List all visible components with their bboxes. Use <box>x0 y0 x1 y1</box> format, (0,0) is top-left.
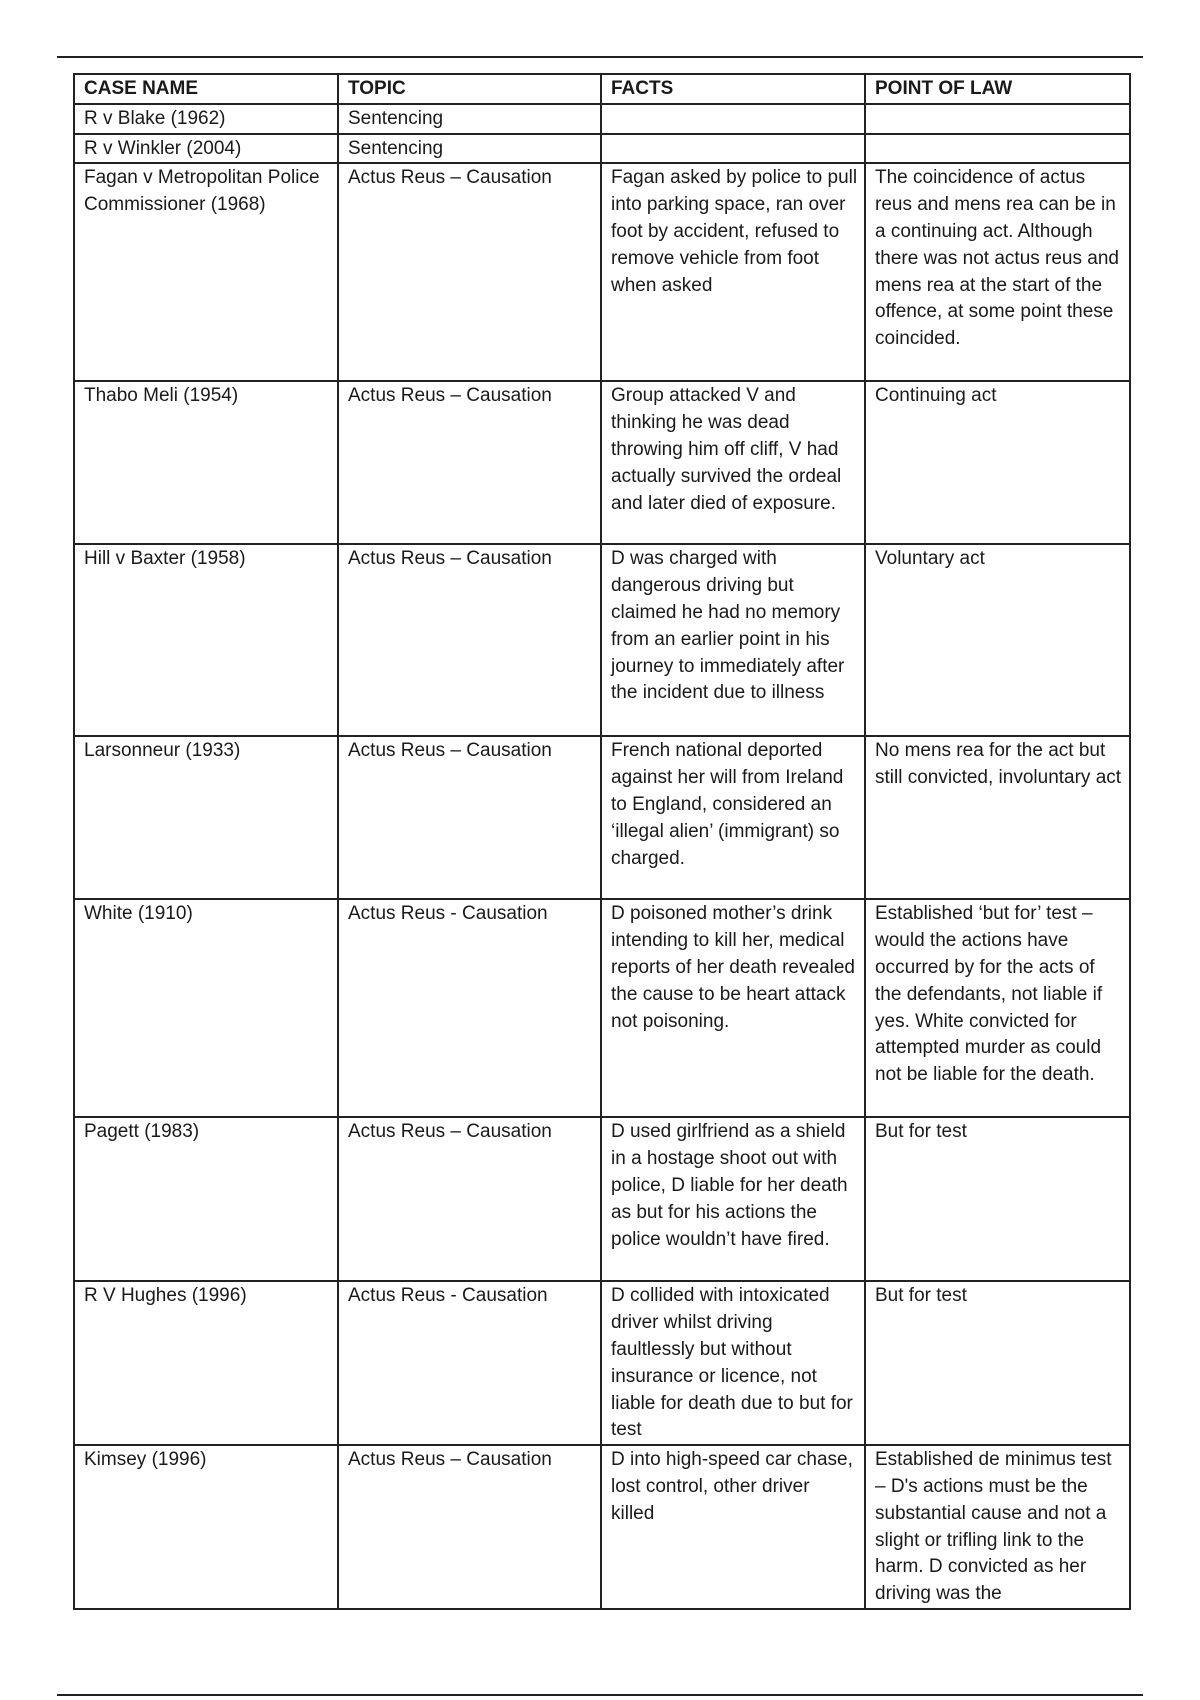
point-of-law-cell: Established de minimus test – D's actions must be the substantial cause and not a slight or trifling link to the harm. D convicted as her driving was the <box>865 1445 1130 1609</box>
case-table <box>73 73 1131 1610</box>
facts-cell: D poisoned mother’s drink intending to kill her, medical reports of her death revealed the cause to be heart attack not poisoning. <box>601 899 865 1117</box>
topic-cell: Actus Reus – Causation <box>338 736 601 899</box>
table-row <box>74 104 1130 134</box>
facts-cell: D into high-speed car chase, lost control, other driver killed <box>601 1445 865 1609</box>
case-name-cell: Pagett (1983) <box>74 1117 338 1281</box>
point-of-law-cell <box>865 134 1130 164</box>
table-row <box>74 899 1130 1117</box>
point-of-law-cell: But for test <box>865 1281 1130 1445</box>
facts-cell <box>601 104 865 134</box>
facts-cell: Fagan asked by police to pull into parking space, ran over foot by accident, refused to remove vehicle from foot when asked <box>601 163 865 381</box>
footer-rule <box>57 1694 1143 1696</box>
topic-cell: Actus Reus – Causation <box>338 544 601 736</box>
table-header-row <box>74 74 1130 104</box>
header-topic: TOPIC <box>338 74 601 104</box>
table-row <box>74 1445 1130 1609</box>
case-name-cell: R v Winkler (2004) <box>74 134 338 164</box>
case-name-cell: R V Hughes (1996) <box>74 1281 338 1445</box>
case-name-cell: Larsonneur (1933) <box>74 736 338 899</box>
case-name-cell: Fagan v Metropolitan Police Commissioner (1968) <box>74 163 338 381</box>
topic-cell: Sentencing <box>338 104 601 134</box>
topic-cell: Actus Reus – Causation <box>338 163 601 381</box>
case-name-cell: Kimsey (1996) <box>74 1445 338 1609</box>
point-of-law-cell: No mens rea for the act but still convicted, involuntary act <box>865 736 1130 899</box>
table-row <box>74 381 1130 544</box>
table-row <box>74 736 1130 899</box>
topic-cell: Actus Reus – Causation <box>338 1117 601 1281</box>
topic-cell: Sentencing <box>338 134 601 164</box>
point-of-law-cell: The coincidence of actus reus and mens rea can be in a continuing act. Although there was not actus reus and mens rea at the start of the offence, at some point these coincided. <box>865 163 1130 381</box>
point-of-law-cell: But for test <box>865 1117 1130 1281</box>
table-row <box>74 544 1130 736</box>
case-name-cell: Hill v Baxter (1958) <box>74 544 338 736</box>
case-name-cell: Thabo Meli (1954) <box>74 381 338 544</box>
table-row <box>74 134 1130 164</box>
case-name-cell: R v Blake (1962) <box>74 104 338 134</box>
facts-cell <box>601 134 865 164</box>
case-name-cell: White (1910) <box>74 899 338 1117</box>
header-facts: FACTS <box>601 74 865 104</box>
facts-cell: D used girlfriend as a shield in a hostage shoot out with police, D liable for her death as but for his actions the police wouldn’t have fired. <box>601 1117 865 1281</box>
facts-cell: French national deported against her will from Ireland to England, considered an ‘illegal alien’ (immigrant) so charged. <box>601 736 865 899</box>
point-of-law-cell: Voluntary act <box>865 544 1130 736</box>
facts-cell: D was charged with dangerous driving but claimed he had no memory from an earlier point in his journey to immediately after the incident due to illness <box>601 544 865 736</box>
topic-cell: Actus Reus - Causation <box>338 1281 601 1445</box>
point-of-law-cell: Established ‘but for’ test – would the actions have occurred by for the acts of the defendants, not liable if yes. White convicted for attempted murder as could not be liable for the death. <box>865 899 1130 1117</box>
topic-cell: Actus Reus - Causation <box>338 899 601 1117</box>
header-case-name: CASE NAME <box>74 74 338 104</box>
table-row <box>74 1281 1130 1445</box>
header-rule <box>57 56 1143 58</box>
point-of-law-cell <box>865 104 1130 134</box>
table-row <box>74 1117 1130 1281</box>
facts-cell: Group attacked V and thinking he was dead throwing him off cliff, V had actually survived the ordeal and later died of exposure. <box>601 381 865 544</box>
topic-cell: Actus Reus – Causation <box>338 381 601 544</box>
facts-cell: D collided with intoxicated driver whilst driving faultlessly but without insurance or licence, not liable for death due to but for test <box>601 1281 865 1445</box>
header-point-of-law: POINT OF LAW <box>865 74 1130 104</box>
point-of-law-cell: Continuing act <box>865 381 1130 544</box>
table-row <box>74 163 1130 381</box>
topic-cell: Actus Reus – Causation <box>338 1445 601 1609</box>
